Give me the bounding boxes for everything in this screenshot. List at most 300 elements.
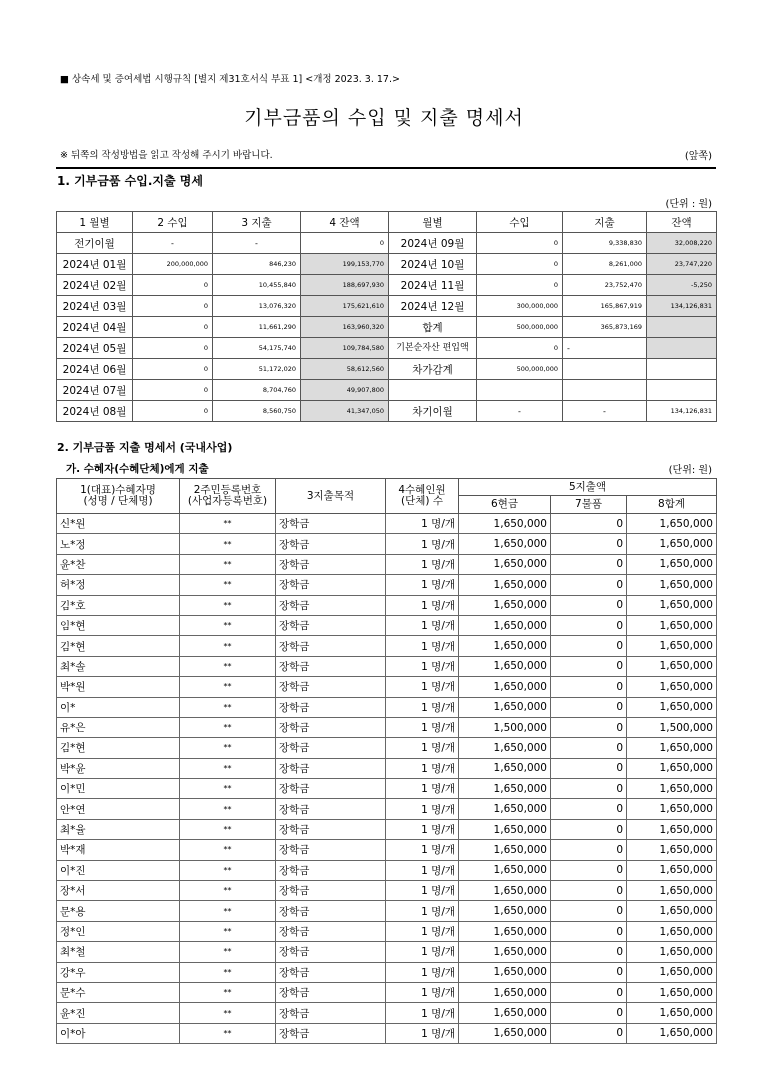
goods-cell: 0 bbox=[551, 1023, 627, 1043]
count-cell: 1 명/개 bbox=[386, 554, 459, 574]
total-cell: 1,650,000 bbox=[627, 799, 717, 819]
cash-cell: 1,650,000 bbox=[459, 758, 551, 778]
table-row bbox=[57, 819, 717, 839]
goods-cell: 0 bbox=[551, 819, 627, 839]
table-row bbox=[57, 962, 717, 982]
total-cell: 1,650,000 bbox=[627, 758, 717, 778]
table-row bbox=[57, 317, 717, 338]
balance2-cell bbox=[647, 359, 717, 380]
regno-cell: ** bbox=[180, 738, 276, 758]
purpose-cell: 장학금 bbox=[276, 575, 386, 595]
purpose-cell: 장학금 bbox=[276, 636, 386, 656]
cash-cell: 1,650,000 bbox=[459, 860, 551, 880]
purpose-cell: 장학금 bbox=[276, 901, 386, 921]
col-total-header: 8합계 bbox=[627, 496, 717, 514]
month2-cell: 2024년 10월 bbox=[389, 254, 477, 275]
purpose-cell: 장학금 bbox=[276, 962, 386, 982]
table-row bbox=[57, 656, 717, 676]
table-row bbox=[57, 758, 717, 778]
count-cell: 1 명/개 bbox=[386, 575, 459, 595]
cash-cell: 1,650,000 bbox=[459, 677, 551, 697]
recipient-name-cell: 문*수 bbox=[57, 982, 180, 1002]
regno-cell: ** bbox=[180, 1023, 276, 1043]
goods-cell: 0 bbox=[551, 534, 627, 554]
balance2-cell bbox=[647, 338, 717, 359]
purpose-cell: 장학금 bbox=[276, 942, 386, 962]
total-cell: 1,650,000 bbox=[627, 881, 717, 901]
balance2-cell: 134,126,831 bbox=[647, 401, 717, 422]
purpose-cell: 장학금 bbox=[276, 554, 386, 574]
table-row bbox=[57, 595, 717, 615]
expense-cell: 13,076,320 bbox=[213, 296, 301, 317]
recipient-name-cell: 유*은 bbox=[57, 717, 180, 737]
table-row bbox=[57, 840, 717, 860]
purpose-cell: 장학금 bbox=[276, 982, 386, 1002]
goods-cell: 0 bbox=[551, 799, 627, 819]
income2-cell: 0 bbox=[477, 233, 563, 254]
regno-cell: ** bbox=[180, 514, 276, 534]
purpose-cell: 장학금 bbox=[276, 840, 386, 860]
income-cell: 0 bbox=[133, 338, 213, 359]
income-cell: 0 bbox=[133, 401, 213, 422]
purpose-cell: 장학금 bbox=[276, 738, 386, 758]
total-cell: 1,650,000 bbox=[627, 636, 717, 656]
section1-title: 1. 기부금품 수입.지출 명세 bbox=[57, 174, 203, 188]
recipient-name-cell: 장*서 bbox=[57, 881, 180, 901]
balance2-cell bbox=[647, 317, 717, 338]
col-balance-header: 4 잔액 bbox=[301, 212, 389, 233]
recipient-name-cell: 김*현 bbox=[57, 636, 180, 656]
income-expense-header-row bbox=[57, 212, 717, 233]
recipient-name-cell: 문*용 bbox=[57, 901, 180, 921]
cash-cell: 1,650,000 bbox=[459, 656, 551, 676]
month2-cell: 2024년 09월 bbox=[389, 233, 477, 254]
purpose-cell: 장학금 bbox=[276, 1023, 386, 1043]
income-cell: 0 bbox=[133, 317, 213, 338]
goods-cell: 0 bbox=[551, 1003, 627, 1023]
goods-cell: 0 bbox=[551, 595, 627, 615]
income2-cell: 500,000,000 bbox=[477, 317, 563, 338]
table-row bbox=[57, 697, 717, 717]
goods-cell: 0 bbox=[551, 860, 627, 880]
recipient-name-cell: 박*윤 bbox=[57, 758, 180, 778]
balance-cell: 175,621,610 bbox=[301, 296, 389, 317]
total-cell: 1,650,000 bbox=[627, 575, 717, 595]
regno-cell: ** bbox=[180, 758, 276, 778]
count-cell: 1 명/개 bbox=[386, 881, 459, 901]
balance2-cell: 23,747,220 bbox=[647, 254, 717, 275]
table-row bbox=[57, 554, 717, 574]
cash-cell: 1,650,000 bbox=[459, 840, 551, 860]
count-cell: 1 명/개 bbox=[386, 1003, 459, 1023]
regno-cell: ** bbox=[180, 779, 276, 799]
income2-cell bbox=[477, 380, 563, 401]
count-cell: 1 명/개 bbox=[386, 595, 459, 615]
table-row bbox=[57, 677, 717, 697]
regno-cell: ** bbox=[180, 901, 276, 921]
count-cell: 1 명/개 bbox=[386, 717, 459, 737]
regno-cell: ** bbox=[180, 595, 276, 615]
recipient-name-cell: 최*율 bbox=[57, 819, 180, 839]
table-row bbox=[57, 779, 717, 799]
month2-cell: 기본순자산 편입액 bbox=[389, 338, 477, 359]
table-row bbox=[57, 717, 717, 737]
month2-cell: 차기이월 bbox=[389, 401, 477, 422]
recipient-name-cell: 강*우 bbox=[57, 962, 180, 982]
expense-cell: 8,704,760 bbox=[213, 380, 301, 401]
cash-cell: 1,650,000 bbox=[459, 921, 551, 941]
balance-cell: 199,153,770 bbox=[301, 254, 389, 275]
income2-cell: 0 bbox=[477, 338, 563, 359]
recipient-header-row bbox=[57, 479, 717, 496]
goods-cell: 0 bbox=[551, 738, 627, 758]
total-cell: 1,650,000 bbox=[627, 677, 717, 697]
col-regno-header: 2주민등록번호 (사업자등록번호) bbox=[180, 479, 276, 514]
income-cell: 0 bbox=[133, 359, 213, 380]
regno-cell: ** bbox=[180, 554, 276, 574]
balance-cell: 41,347,050 bbox=[301, 401, 389, 422]
total-cell: 1,650,000 bbox=[627, 1003, 717, 1023]
page-side-label: (앞쪽) bbox=[684, 151, 712, 162]
col-goods-header: 7물품 bbox=[551, 496, 627, 514]
total-cell: 1,650,000 bbox=[627, 615, 717, 635]
purpose-cell: 장학금 bbox=[276, 615, 386, 635]
total-cell: 1,650,000 bbox=[627, 819, 717, 839]
income-expense-table bbox=[56, 211, 717, 422]
month-cell: 2024년 06월 bbox=[57, 359, 133, 380]
expense-cell: 11,661,290 bbox=[213, 317, 301, 338]
table-row bbox=[57, 254, 717, 275]
goods-cell: 0 bbox=[551, 982, 627, 1002]
regno-cell: ** bbox=[180, 1003, 276, 1023]
cash-cell: 1,650,000 bbox=[459, 534, 551, 554]
col-amount-group-header: 5지출액 bbox=[459, 479, 717, 496]
goods-cell: 0 bbox=[551, 677, 627, 697]
month-cell: 2024년 02월 bbox=[57, 275, 133, 296]
col-income-header: 2 수입 bbox=[133, 212, 213, 233]
total-cell: 1,650,000 bbox=[627, 962, 717, 982]
regno-cell: ** bbox=[180, 962, 276, 982]
expense2-cell bbox=[563, 380, 647, 401]
col-month-header: 1 월별 bbox=[57, 212, 133, 233]
total-cell: 1,650,000 bbox=[627, 1023, 717, 1043]
month2-cell: 차가감계 bbox=[389, 359, 477, 380]
income-cell: - bbox=[133, 233, 213, 254]
section1-unit: (단위 : 원) bbox=[665, 199, 712, 210]
purpose-cell: 장학금 bbox=[276, 799, 386, 819]
month-cell: 2024년 03월 bbox=[57, 296, 133, 317]
goods-cell: 0 bbox=[551, 942, 627, 962]
month-cell: 2024년 04월 bbox=[57, 317, 133, 338]
purpose-cell: 장학금 bbox=[276, 779, 386, 799]
balance2-cell: 32,008,220 bbox=[647, 233, 717, 254]
cash-cell: 1,650,000 bbox=[459, 554, 551, 574]
expense-cell: 8,560,750 bbox=[213, 401, 301, 422]
expense-cell: 54,175,740 bbox=[213, 338, 301, 359]
regno-cell: ** bbox=[180, 819, 276, 839]
recipient-name-cell: 박*재 bbox=[57, 840, 180, 860]
income2-cell: 0 bbox=[477, 254, 563, 275]
purpose-cell: 장학금 bbox=[276, 677, 386, 697]
balance-cell: 188,697,930 bbox=[301, 275, 389, 296]
regno-cell: ** bbox=[180, 575, 276, 595]
cash-cell: 1,650,000 bbox=[459, 1003, 551, 1023]
count-cell: 1 명/개 bbox=[386, 738, 459, 758]
count-cell: 1 명/개 bbox=[386, 656, 459, 676]
count-cell: 1 명/개 bbox=[386, 697, 459, 717]
regno-cell: ** bbox=[180, 677, 276, 697]
month-cell: 2024년 05월 bbox=[57, 338, 133, 359]
month-cell: 2024년 07월 bbox=[57, 380, 133, 401]
goods-cell: 0 bbox=[551, 514, 627, 534]
table-row bbox=[57, 860, 717, 880]
col-income2-header: 수입 bbox=[477, 212, 563, 233]
table-row bbox=[57, 380, 717, 401]
expense2-cell: - bbox=[563, 401, 647, 422]
table-row bbox=[57, 942, 717, 962]
month2-cell: 2024년 11월 bbox=[389, 275, 477, 296]
month-cell: 2024년 01월 bbox=[57, 254, 133, 275]
balance-cell: 0 bbox=[301, 233, 389, 254]
cash-cell: 1,650,000 bbox=[459, 779, 551, 799]
total-cell: 1,650,000 bbox=[627, 779, 717, 799]
recipient-name-cell: 정*인 bbox=[57, 921, 180, 941]
cash-cell: 1,650,000 bbox=[459, 697, 551, 717]
cash-cell: 1,500,000 bbox=[459, 717, 551, 737]
goods-cell: 0 bbox=[551, 901, 627, 921]
recipient-name-cell: 최*철 bbox=[57, 942, 180, 962]
table-row bbox=[57, 534, 717, 554]
total-cell: 1,650,000 bbox=[627, 921, 717, 941]
purpose-cell: 장학금 bbox=[276, 656, 386, 676]
recipient-name-cell: 이* bbox=[57, 697, 180, 717]
income2-cell: 0 bbox=[477, 275, 563, 296]
month-cell: 2024년 08월 bbox=[57, 401, 133, 422]
regno-cell: ** bbox=[180, 921, 276, 941]
goods-cell: 0 bbox=[551, 779, 627, 799]
count-cell: 1 명/개 bbox=[386, 615, 459, 635]
count-cell: 1 명/개 bbox=[386, 860, 459, 880]
count-cell: 1 명/개 bbox=[386, 819, 459, 839]
count-cell: 1 명/개 bbox=[386, 779, 459, 799]
table-row bbox=[57, 982, 717, 1002]
recipient-name-cell: 이*아 bbox=[57, 1023, 180, 1043]
expense-cell: - bbox=[213, 233, 301, 254]
expense2-cell: 23,752,470 bbox=[563, 275, 647, 296]
section2-title: 2. 기부금품 지출 명세서 (국내사업) bbox=[57, 441, 233, 454]
count-cell: 1 명/개 bbox=[386, 901, 459, 921]
goods-cell: 0 bbox=[551, 758, 627, 778]
col-month2-header: 월별 bbox=[389, 212, 477, 233]
expense2-cell bbox=[563, 359, 647, 380]
recipient-name-cell: 이*민 bbox=[57, 779, 180, 799]
table-row bbox=[57, 636, 717, 656]
recipient-name-cell: 김*현 bbox=[57, 738, 180, 758]
expense-cell: 10,455,840 bbox=[213, 275, 301, 296]
month2-cell: 2024년 12월 bbox=[389, 296, 477, 317]
balance2-cell: 134,126,831 bbox=[647, 296, 717, 317]
recipient-name-cell: 윤*진 bbox=[57, 1003, 180, 1023]
goods-cell: 0 bbox=[551, 962, 627, 982]
recipient-name-cell: 이*진 bbox=[57, 860, 180, 880]
month2-cell bbox=[389, 380, 477, 401]
table-row bbox=[57, 799, 717, 819]
total-cell: 1,650,000 bbox=[627, 534, 717, 554]
balance2-cell bbox=[647, 380, 717, 401]
cash-cell: 1,650,000 bbox=[459, 799, 551, 819]
count-cell: 1 명/개 bbox=[386, 942, 459, 962]
regno-cell: ** bbox=[180, 717, 276, 737]
regno-cell: ** bbox=[180, 881, 276, 901]
recipient-name-cell: 노*정 bbox=[57, 534, 180, 554]
table-row bbox=[57, 514, 717, 534]
expense2-cell: - bbox=[563, 338, 647, 359]
table-row bbox=[57, 901, 717, 921]
recipient-expense-table bbox=[56, 478, 717, 1044]
expense-cell: 51,172,020 bbox=[213, 359, 301, 380]
total-cell: 1,650,000 bbox=[627, 697, 717, 717]
balance-cell: 58,612,560 bbox=[301, 359, 389, 380]
total-cell: 1,500,000 bbox=[627, 717, 717, 737]
purpose-cell: 장학금 bbox=[276, 514, 386, 534]
total-cell: 1,650,000 bbox=[627, 514, 717, 534]
recipient-name-cell: 윤*찬 bbox=[57, 554, 180, 574]
section2-subtitle: 가. 수혜자(수혜단체)에게 지출 bbox=[66, 463, 209, 475]
total-cell: 1,650,000 bbox=[627, 595, 717, 615]
cash-cell: 1,650,000 bbox=[459, 819, 551, 839]
table-row bbox=[57, 296, 717, 317]
cash-cell: 1,650,000 bbox=[459, 636, 551, 656]
total-cell: 1,650,000 bbox=[627, 738, 717, 758]
goods-cell: 0 bbox=[551, 554, 627, 574]
count-cell: 1 명/개 bbox=[386, 982, 459, 1002]
table-row bbox=[57, 275, 717, 296]
balance-cell: 109,784,580 bbox=[301, 338, 389, 359]
income-cell: 200,000,000 bbox=[133, 254, 213, 275]
total-cell: 1,650,000 bbox=[627, 982, 717, 1002]
balance2-cell: -5,250 bbox=[647, 275, 717, 296]
goods-cell: 0 bbox=[551, 636, 627, 656]
total-cell: 1,650,000 bbox=[627, 840, 717, 860]
table-row bbox=[57, 615, 717, 635]
cash-cell: 1,650,000 bbox=[459, 1023, 551, 1043]
count-cell: 1 명/개 bbox=[386, 840, 459, 860]
document-title: 기부금품의 수입 및 지출 명세서 bbox=[244, 107, 524, 129]
purpose-cell: 장학금 bbox=[276, 819, 386, 839]
table-row bbox=[57, 1003, 717, 1023]
regno-cell: ** bbox=[180, 615, 276, 635]
table-row bbox=[57, 921, 717, 941]
purpose-cell: 장학금 bbox=[276, 534, 386, 554]
expense2-cell: 365,873,169 bbox=[563, 317, 647, 338]
table-row bbox=[57, 233, 717, 254]
cash-cell: 1,650,000 bbox=[459, 738, 551, 758]
recipient-name-cell: 박*원 bbox=[57, 677, 180, 697]
expense2-cell: 9,338,830 bbox=[563, 233, 647, 254]
purpose-cell: 장학금 bbox=[276, 697, 386, 717]
col-balance2-header: 잔액 bbox=[647, 212, 717, 233]
goods-cell: 0 bbox=[551, 575, 627, 595]
col-expense-header: 3 지출 bbox=[213, 212, 301, 233]
total-cell: 1,650,000 bbox=[627, 860, 717, 880]
header-rule bbox=[56, 167, 716, 169]
expense2-cell: 8,261,000 bbox=[563, 254, 647, 275]
regno-cell: ** bbox=[180, 860, 276, 880]
table-row bbox=[57, 881, 717, 901]
recipient-name-cell: 안*연 bbox=[57, 799, 180, 819]
total-cell: 1,650,000 bbox=[627, 901, 717, 921]
purpose-cell: 장학금 bbox=[276, 881, 386, 901]
cash-cell: 1,650,000 bbox=[459, 615, 551, 635]
purpose-cell: 장학금 bbox=[276, 595, 386, 615]
regno-cell: ** bbox=[180, 534, 276, 554]
count-cell: 1 명/개 bbox=[386, 758, 459, 778]
form-header-note: ■ 상속세 및 증여세법 시행규칙 [별지 제31호서식 부표 1] <개정 2023. 3. 17.> bbox=[60, 74, 400, 85]
table-row bbox=[57, 401, 717, 422]
col-recipient-header: 1(대표)수혜자명 (성명 / 단체명) bbox=[57, 479, 180, 514]
cash-cell: 1,650,000 bbox=[459, 595, 551, 615]
income-cell: 0 bbox=[133, 296, 213, 317]
count-cell: 1 명/개 bbox=[386, 534, 459, 554]
count-cell: 1 명/개 bbox=[386, 962, 459, 982]
instruction-note: ※ 뒤쪽의 작성방법을 읽고 작성해 주시기 바랍니다. bbox=[60, 150, 273, 161]
cash-cell: 1,650,000 bbox=[459, 881, 551, 901]
regno-cell: ** bbox=[180, 656, 276, 676]
count-cell: 1 명/개 bbox=[386, 921, 459, 941]
regno-cell: ** bbox=[180, 840, 276, 860]
count-cell: 1 명/개 bbox=[386, 677, 459, 697]
recipient-name-cell: 김*호 bbox=[57, 595, 180, 615]
col-expense2-header: 지출 bbox=[563, 212, 647, 233]
recipient-name-cell: 임*현 bbox=[57, 615, 180, 635]
regno-cell: ** bbox=[180, 799, 276, 819]
table-row bbox=[57, 575, 717, 595]
section2-unit: (단위: 원) bbox=[668, 465, 712, 476]
table-row bbox=[57, 338, 717, 359]
count-cell: 1 명/개 bbox=[386, 636, 459, 656]
expense2-cell: 165,867,919 bbox=[563, 296, 647, 317]
total-cell: 1,650,000 bbox=[627, 942, 717, 962]
total-cell: 1,650,000 bbox=[627, 656, 717, 676]
income2-cell: 500,000,000 bbox=[477, 359, 563, 380]
total-cell: 1,650,000 bbox=[627, 554, 717, 574]
table-row bbox=[57, 359, 717, 380]
purpose-cell: 장학금 bbox=[276, 717, 386, 737]
cash-cell: 1,650,000 bbox=[459, 575, 551, 595]
purpose-cell: 장학금 bbox=[276, 758, 386, 778]
cash-cell: 1,650,000 bbox=[459, 962, 551, 982]
purpose-cell: 장학금 bbox=[276, 1003, 386, 1023]
col-cash-header: 6현금 bbox=[459, 496, 551, 514]
goods-cell: 0 bbox=[551, 881, 627, 901]
goods-cell: 0 bbox=[551, 615, 627, 635]
purpose-cell: 장학금 bbox=[276, 860, 386, 880]
cash-cell: 1,650,000 bbox=[459, 982, 551, 1002]
col-purpose-header: 3지출목적 bbox=[276, 479, 386, 514]
regno-cell: ** bbox=[180, 697, 276, 717]
regno-cell: ** bbox=[180, 942, 276, 962]
goods-cell: 0 bbox=[551, 656, 627, 676]
month-cell: 전기이월 bbox=[57, 233, 133, 254]
table-row bbox=[57, 738, 717, 758]
table-row bbox=[57, 1023, 717, 1043]
income-cell: 0 bbox=[133, 380, 213, 401]
goods-cell: 0 bbox=[551, 717, 627, 737]
goods-cell: 0 bbox=[551, 921, 627, 941]
regno-cell: ** bbox=[180, 636, 276, 656]
recipient-name-cell: 허*정 bbox=[57, 575, 180, 595]
income2-cell: 300,000,000 bbox=[477, 296, 563, 317]
